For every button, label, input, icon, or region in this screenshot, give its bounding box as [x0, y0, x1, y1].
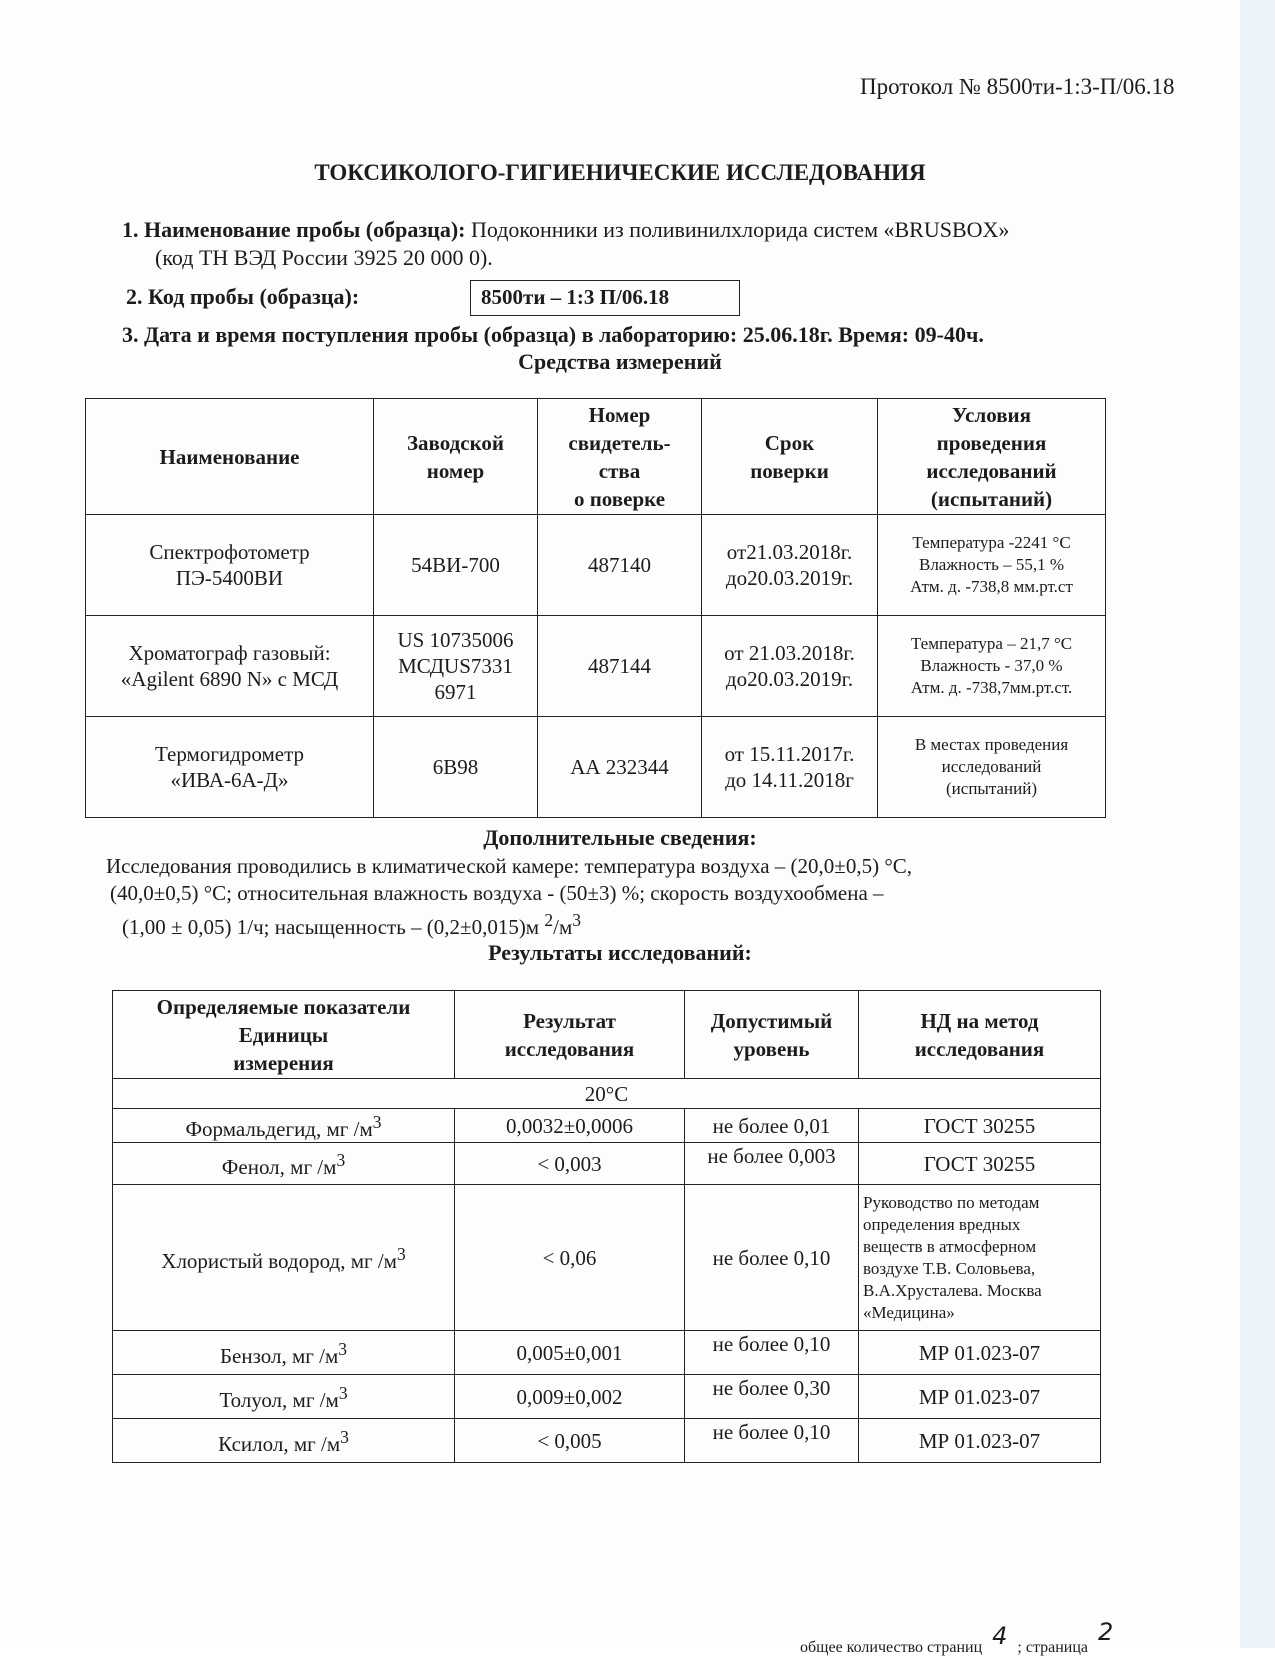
item-1 — [122, 217, 1009, 243]
result-cell: < 0,003 — [455, 1143, 685, 1185]
limit-cell: не более 0,30 — [685, 1375, 859, 1419]
col-cert-header: Номер свидетель- ства о поверке — [538, 399, 702, 515]
param-cell: Ксилол, мг $/м^3$ — [113, 1419, 455, 1463]
param-cell: Хлористый водород, мг $/м^3$ — [113, 1185, 455, 1331]
method-cell: Руководство по методам определения вредных веществ в атмосферном воздухе Т.В. Соловьева, В.А.Хрусталева. Москва «Медицина» — [859, 1185, 1101, 1331]
method-cell: МР 01.023-07 — [859, 1375, 1101, 1419]
method-cell: ГОСТ 30255 — [859, 1109, 1101, 1143]
item-2-label: 2. Код пробы (образца): — [126, 284, 360, 309]
instrument-conditions: В местах проведения исследований (испытаний) — [878, 717, 1106, 818]
table-row — [113, 1143, 1101, 1185]
col-term-header: Срок поверки — [702, 399, 878, 515]
item-3: 3. Дата и время поступления пробы (образца) в лабораторию: 25.06.18г. Время: 09-40ч. — [122, 322, 984, 347]
method-cell: МР 01.023-07 — [859, 1419, 1101, 1463]
page-label: ; страница — [1017, 1639, 1089, 1656]
instrument-conditions: Температура – 21,7 °С Влажность - 37,0 % Атм. д. -738,7мм.рт.ст. — [878, 616, 1106, 717]
item-1-value: Подоконники из поливинилхлорида систем «BRUSBOX» — [470, 217, 1010, 242]
instrument-term: от 15.11.2017г. до 14.11.2018г — [702, 717, 878, 818]
instrument-term: от21.03.2018г. до20.03.2019г. — [702, 515, 878, 616]
param-cell: Бензол, мг $/м^3$ — [113, 1331, 455, 1375]
table-row — [86, 616, 1106, 717]
col-name-header: Наименование — [86, 399, 374, 515]
table-row — [113, 1185, 1101, 1331]
result-cell: < 0,005 — [455, 1419, 685, 1463]
instruments-header-row — [86, 399, 1106, 515]
result-cell: 0,005±0,001 — [455, 1331, 685, 1375]
instrument-name: Спектрофотометр ПЭ-5400ВИ — [86, 515, 374, 616]
table-row — [86, 717, 1106, 818]
additional-line-2: (40,0±0,5) °С; относительная влажность воздуха - (50±3) %; скорость воздухообмена – — [110, 881, 884, 905]
col-limit-header: Допустимый уровень — [685, 991, 859, 1079]
page-footer — [800, 1618, 1114, 1658]
total-pages-value: 4 — [992, 1622, 1008, 1650]
instrument-name: Хроматограф газовый: «Agilent 6890 N» с МСД — [86, 616, 374, 717]
total-pages-label: общее количество страниц — [800, 1639, 983, 1656]
col-method-header: НД на метод исследования — [859, 991, 1101, 1079]
results-heading: Результаты исследований: — [488, 940, 752, 965]
section-temperature: 20°С — [113, 1079, 1101, 1109]
results-header-row — [113, 991, 1101, 1079]
additional-line-3: (1,00 ± 0,05) 1/ч; насыщенность – (0,2±0,015)м $^2/м^3$ — [122, 910, 581, 939]
limit-cell: не более 0,01 — [685, 1109, 859, 1143]
table-row — [86, 515, 1106, 616]
param-cell: Формальдегид, мг $/м^3$ — [113, 1109, 455, 1143]
additional-heading: Дополнительные сведения: — [483, 825, 757, 850]
result-cell: < 0,06 — [455, 1185, 685, 1331]
instrument-term: от 21.03.2018г. до20.03.2019г. — [702, 616, 878, 717]
additional-line-1: Исследования проводились в климатической камере: температура воздуха – (20,0±0,5) °С, — [106, 854, 912, 878]
instrument-serial: 6В98 — [374, 717, 538, 818]
section-row — [113, 1079, 1101, 1109]
limit-cell: не более 0,10 — [685, 1185, 859, 1331]
item-1-label: 1. Наименование пробы (образца): — [122, 217, 466, 242]
instrument-cert: 487144 — [538, 616, 702, 717]
document-title: ТОКСИКОЛОГО-ГИГИЕНИЧЕСКИЕ ИССЛЕДОВАНИЯ — [314, 160, 926, 185]
param-cell: Фенол, мг $/м^3$ — [113, 1143, 455, 1185]
instrument-cert: 487140 — [538, 515, 702, 616]
table-row — [113, 1331, 1101, 1375]
method-cell: МР 01.023-07 — [859, 1331, 1101, 1375]
limit-cell: не более 0,10 — [685, 1331, 859, 1375]
result-cell: 0,0032±0,0006 — [455, 1109, 685, 1143]
col-cond-header: Условия проведения исследований (испытаний) — [878, 399, 1106, 515]
table-row — [113, 1419, 1101, 1463]
item-1-line-2: (код ТН ВЭД России 3925 20 000 0). — [155, 245, 493, 270]
instruments-table — [85, 398, 1106, 818]
col-result-header: Результат исследования — [455, 991, 685, 1079]
limit-cell: не более 0,003 — [685, 1143, 859, 1185]
instrument-cert: АА 232344 — [538, 717, 702, 818]
results-table — [112, 990, 1101, 1463]
scan-edge — [1240, 0, 1275, 1648]
instrument-serial: US 10735006 МСДUS7331 6971 — [374, 616, 538, 717]
instrument-serial: 54ВИ-700 — [374, 515, 538, 616]
limit-cell: не более 0,10 — [685, 1419, 859, 1463]
instruments-heading: Средства измерений — [518, 349, 722, 374]
param-cell: Толуол, мг $/м^3$ — [113, 1375, 455, 1419]
method-cell: ГОСТ 30255 — [859, 1143, 1101, 1185]
col-serial-header: Заводской номер — [374, 399, 538, 515]
protocol-number: Протокол № 8500ти-1:3-П/06.18 — [860, 74, 1175, 99]
sample-code-box: 8500ти – 1:3 П/06.18 — [470, 280, 740, 316]
instrument-name: Термогидрометр «ИВА-6А-Д» — [86, 717, 374, 818]
result-cell: 0,009±0,002 — [455, 1375, 685, 1419]
table-row — [113, 1375, 1101, 1419]
col-param-header: Определяемые показатели Единицы измерения — [113, 991, 455, 1079]
instrument-conditions: Температура -2241 °С Влажность – 55,1 % Атм. д. -738,8 мм.рт.ст — [878, 515, 1106, 616]
table-row — [113, 1109, 1101, 1143]
page-value: 2 — [1098, 1618, 1114, 1646]
